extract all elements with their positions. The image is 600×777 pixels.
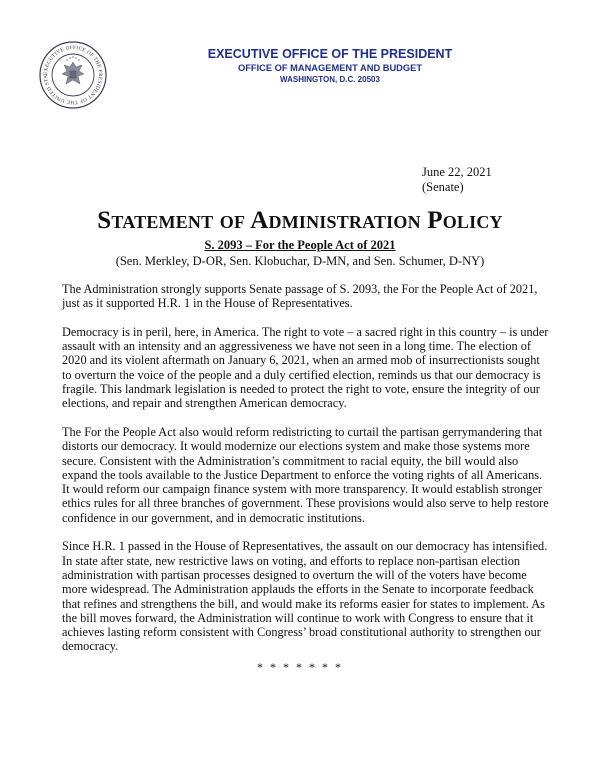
svg-text:EXECUTIVE OFFICE OF THE PRESID: EXECUTIVE OFFICE OF THE PRESIDENT OF THE UNITED STA — [42, 44, 104, 106]
letterhead-address: WASHINGTON, D.C. 20503 — [280, 75, 380, 84]
date-block — [422, 165, 492, 195]
letterhead-agency: OFFICE OF MANAGEMENT AND BUDGET — [237, 63, 423, 73]
sponsors: (Sen. Merkley, D-OR, Sen. Klobuchar, D-MN, and Sen. Schumer, D-NY) — [115, 254, 485, 268]
letterhead — [160, 47, 500, 85]
bill-title: S. 2093 – For the People Act of 2021 — [204, 238, 396, 252]
paragraph: Since H.R. 1 passed in the House of Representatives, the assault on our democracy has intensified. In state after state, new restrictive laws on voting, and efforts to replace non-partisan election administration with partisan processes designed to overturn the will of the voters have become more widespread. The Administration applauds the efforts in the Senate to incorporate feedback that refines and strengthens the bill, and would make its reforms easier for states to implement. As the bill moves forward, the Administration will continue to work with Congress to ensure that it achieves lasting reform consistent with Congress’ broad constitutional authority to strengthen our democracy. — [62, 539, 548, 654]
page-title: Statement of Administration Policy — [97, 207, 503, 234]
date: June 22, 2021 — [422, 165, 492, 179]
presidential-seal-icon — [38, 40, 108, 110]
chamber: (Senate) — [422, 180, 464, 194]
letterhead-office: EXECUTIVE OFFICE OF THE PRESIDENT — [207, 47, 453, 61]
paragraph: The For the People Act also would reform redistricting to curtail the partisan gerrymandering that distorts our democracy. It would modernize our elections system and make those systems more secure. Consistent with the Administration’s commitment to racial equity, the bill would also expand the tools available to the Justice Department to enforce the voting rights of all Americans. It would reform our campaign finance system with more transparency. It would establish stronger ethics rules for all three branches of government. These provisions would also serve to help restore confidence in our government, and in democratic institutions. — [62, 424, 549, 525]
paragraph: Democracy is in peril, here, in America. The right to vote – a sacred right in this country – is under assault with an intensity and an aggressiveness we have not seen in a long time. The election of 2020 and its violent aftermath on January 6, 2021, when an armed mob of insurrectionists sought to overturn the voice of the people and a duly certified election, reminds us that our democracy is fragile. This landmark legislation is needed to protect the right to vote, ensure the integrity of our elections, and repair and strengthen American democracy. — [62, 324, 549, 411]
statement-body — [62, 282, 552, 668]
end-marker: * * * * * * * — [257, 660, 343, 674]
paragraph: The Administration strongly supports Senate passage of S. 2093, the For the People Act of 2021, just as it supported H.R. 1 in the House of Representatives. — [62, 282, 538, 311]
